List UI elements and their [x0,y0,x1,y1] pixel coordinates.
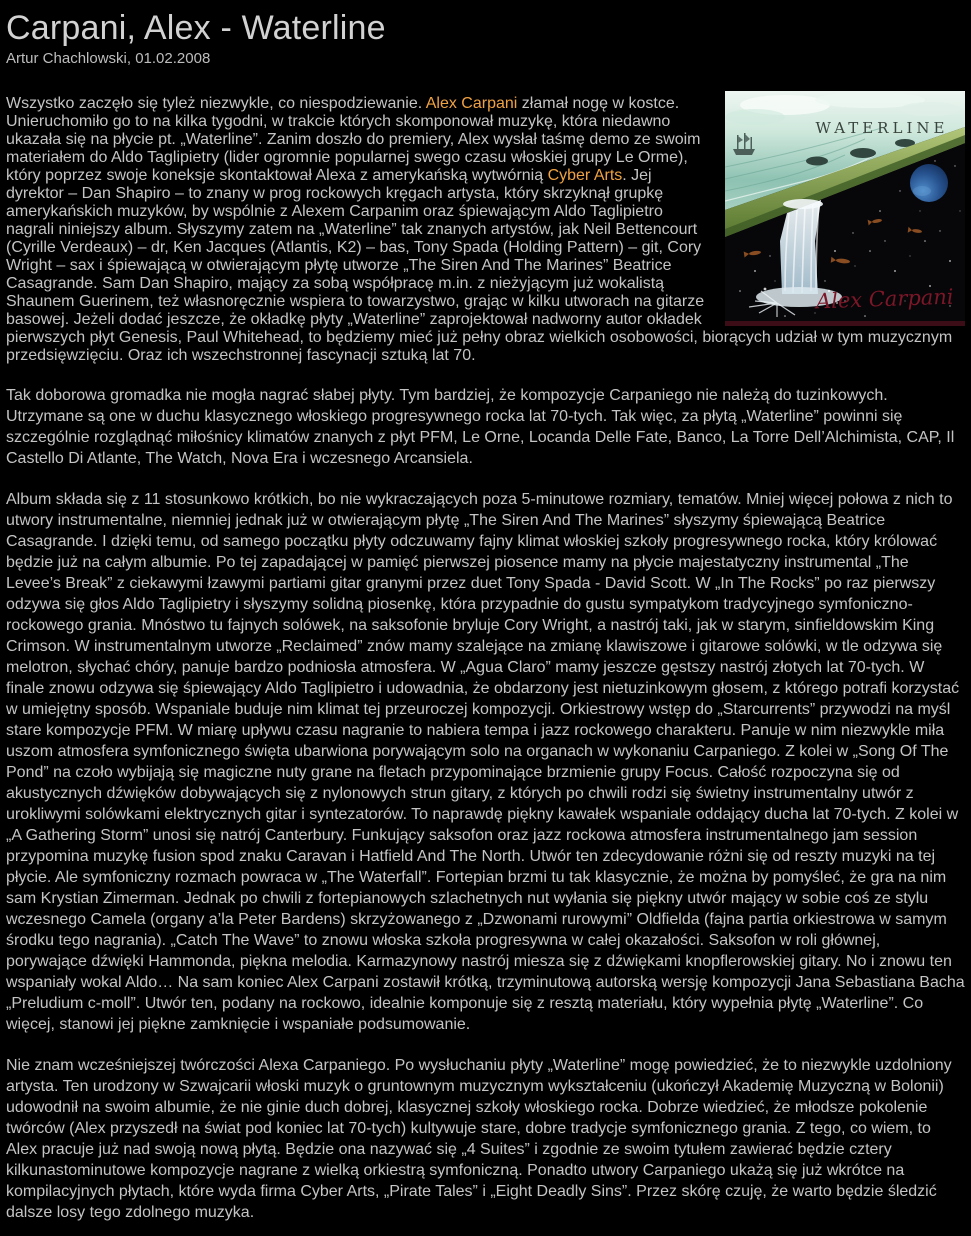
paragraph-4: Nie znam wcześniejszej twórczości Alexa Carpaniego. Po wysłuchaniu płyty „Waterline” mogę powiedzieć, że to niezwykle uzdolniony artysta. Ten urodzony w Szwajcarii włoski muzyk o gruntownym muzycznym wykształceniu (ukończył Akademię Muzyczną w Bolonii) udowodnił na swoim albumie, że nie ginie duch dobrej, klasycznej szkoły włoskiego rocka. Dobrze wiedzieć, że młodsze pokolenie twórców (Alex przyszedł na świat pod koniec lat 70-tych) kultywuje stare, dobre tradycje symfonicznego grania. Z tego, co wiem, to Alex pracuje już nad swoją nową płytą. Będzie ona nazywać się „4 Suites” i zgodnie ze swoim tytułem zawierać będzie cztery kilkunastominutowe kompozycje nagrane z wielką orkiestrą symfoniczną. Ponadto utwory Carpaniego ukażą się już wkrótce na kompilacyjnych płytach, które wyda firma Cyber Arts, „Pirate Tales” i „Eight Deadly Sins”. Przez skórę czuję, że warto będzie śledzić dalsze losy tego zdolnego muzyka. [6,1057,952,1221]
byline: Artur Chachlowski, 01.02.2008 [6,50,211,67]
waterline-cover-art [725,91,965,326]
paragraph-2: Tak doborowa gromadka nie mogła nagrać słabej płyty. Tym bardziej, że kompozycje Carpaniego nie należą do tuzinkowych. Utrzymane są one w duchu klasycznego włoskiego progresywnego rocka lat 70-tych. Tak więc, za płytą „Waterline” powinni się szczególnie rozglądnąć miłośnicy klimatów znanych z płyt PFM, Le Orne, Locanda Delle Fate, Banco, La Torre Dell’Alchimista, CAP, Il Castello Di Atlante, The Watch, Nova Era i wczesnego Arcansiela. [6,387,955,467]
page-title: Carpani, Alex - Waterline [6,9,386,47]
paragraph-1-text-a: Wszystko zaczęło się tyleż niezwykle, co niespodziewanie. [6,95,426,112]
paragraph-1-text-c: . Jej dyrektor – Dan Shapiro – to znany w prog rockowych kręgach artysta, który skrzyknął grupkę amerykańskich muzyków, by wspólnie z Alexem Carpanim oraz śpiewającym Aldo Taglipietro nagrali niniejszy album. Słyszymy zatem na „Waterline” tak znanych artystów, jak Neil Bettencourt (Cyrille Verdeaux) – dr, Ken Jacques (Atlantis, K2) – bas, Tony Spada (Holding Pattern) – git, Cory Wright – sax i śpiewającą w otwierającym płytę utworze „The Siren And The Marines” Beatrice Casagrande. Sam Dan Shapiro, mający za sobą współpracę m.in. z nieżyjącym już wokalistą Shaunem Guerinem, też własnoręcznie wspiera to towarzystwo, grając w kilku utworach na gitarze basowej. Jeżeli dodać jeszcze, że okładkę płyty „Waterline” zaprojektował nadworny autor okładek pierwszych płyt Genesis, Paul Whitehead, to będziemy mieć już pełny obraz wielkich osobowości, biorących udział w tym muzycznym przedsięwzięciu. Oraz ich wszechstronnej fascynacji sztuką lat 70. [6,167,953,364]
artist-signature: Alex Carpani [815,284,954,314]
album-cover-image [725,91,965,326]
planet [910,164,948,202]
alex-carpani-link[interactable]: Alex Carpani [425,95,518,112]
cover-title: WATERLINE [815,119,949,137]
paragraph-3: Album składa się z 11 stosunkowo krótkich, bo nie wykraczających poza 5-minutowe rozmiary, tematów. Mniej więcej połowa z nich to utwory instrumentalne, niemniej jednak już w otwierającym płytę „The Siren And The Marines” słyszymy śpiewającą Beatrice Casagrande. I dzięki temu, od samego początku płyty odczuwamy fajny klimat włoskiej szkoły progresywnego rocka, który królować będzie już na całym albumie. Po tej zapadającej w pamięć pierwszej piosence mamy na płycie majestatyczny instrumental „The Levee’s Break” z ciekawymi łzawymi partiami gitar granymi przez duet Tony Spada - David Scott. W „In The Rocks” po raz pierwszy odzywa się głos Aldo Taglipietry i słyszymy solidną piosenkę, która przypadnie do gustu sympatykom tradycyjnego symfoniczno-rockowego grania. Mnóstwo tu fajnych solówek, na saksofonie bryluje Cory Wright, a nastrój taki, jak w starym, sinfieldowskim King Crimson. W instrumentalnym utworze „Reclaimed” znów mamy szalejące na zmianę klawiszowe i gitarowe solówki, w tle odzywa się melotron, słychać chóry, panuje bardzo podniosła atmosfera. W „Agua Claro” mamy jeszcze gęstszy nastrój złotych lat 70-tych. W finale znowu odzywa się śpiewający Aldo Taglipietro i udowadnia, że obdarzony jest nietuzinkowym głosem, z którego potrafi korzystać w umiejętny sposób. Wspaniale buduje nim klimat tej przeuroczej kompozycji. Orkiestrowy wstęp do „Starcurrents” przywodzi na myśl stare kompozycje PFM. W miarę upływu czasu nagranie to nabiera tempa i jazz rockowego charakteru. Panuje w nim niezwykle miła uszom atmosfera symfonicznego święta ubarwiona porywającym solo na organach w wykonaniu Carpaniego. Z kolei w „Song Of The Pond” na czoło wybijają się magiczne nuty grane na fletach przypominające brzmienie grupy Focus. Całość rozpoczyna się od akustycznych dźwięków dobywających się z nylonowych strun gitary, z których po chwili rodzi się świetny instrumentalny utwór z urokliwymi solówkami elektrycznych gitar i syntezatorów. To naprawdę piękny kawałek wspaniale oddający ducha lat 70-tych. Z kolei w „A Gathering Storm” unosi się natrój Canterbury. Funkujący saksofon oraz jazz rockowa atmosfera instrumentalnego jam session przypomina muzykę fusion spod znaku Caravan i Hatfield And The North. Utwór ten zdecydowanie różni się od reszty muzyki na tej płycie. Ale symfoniczny rozmach powraca w „The Waterfall”. Fortepian brzmi tu tak klasycznie, że można by pomyśleć, że gra na nim sam Krystian Zimerman. Jednak po chwili z fortepianowych szlachetnych nut wyłania się piękny utwór mający w sobie coś ze stylu wczesnego Camela (organy a’la Peter Bardens) skrzyżowanego z „Dzwonami rurowymi” Oldfielda (fajna partia orkiestrowa w samym środku tego nagrania). „Catch The Wave” to znowu włoska szkoła progresywna w całej okazałości. Saksofon w roli głównej, porywające dźwięki Hammonda, piękna melodia. Karmazynowy nastrój miesza się z dźwiękami knopflerowskiej gitary. No i znowu ten wspaniały wokal Aldo… Na sam koniec Alex Carpani zostawił krótką, trzyminutową autorską wersję kompozycji Jana Sebastiana Bacha „Preludium c-moll”. Utwór ten, podany na rockowo, idealnie komponuje się z resztą materiału, który wypełnia płytę „Waterline”. Co więcej, stanowi jej piękne zamknięcie i wspaniałe podsumowanie. [6,491,965,1033]
paragraph-1-text-b: złamał nogę w kostce. Unieruchomiło go to na kilka tygodni, w trakcie których skomponował muzykę, która niedawno ukazała się na płycie pt. „Waterline”. Zanim doszło do premiery, Alex wysłał taśmę demo ze swoim materiałem do Aldo Taglipietry (lider ogromnie popularnej swego czasu włoskiej grupy Le Orme), który poprzez swoje koneksje skontaktował Alexa z amerykańską wytwórnią [6,95,701,184]
cyber-arts-link[interactable]: Cyber Arts [547,167,623,184]
article-body [6,95,965,1223]
